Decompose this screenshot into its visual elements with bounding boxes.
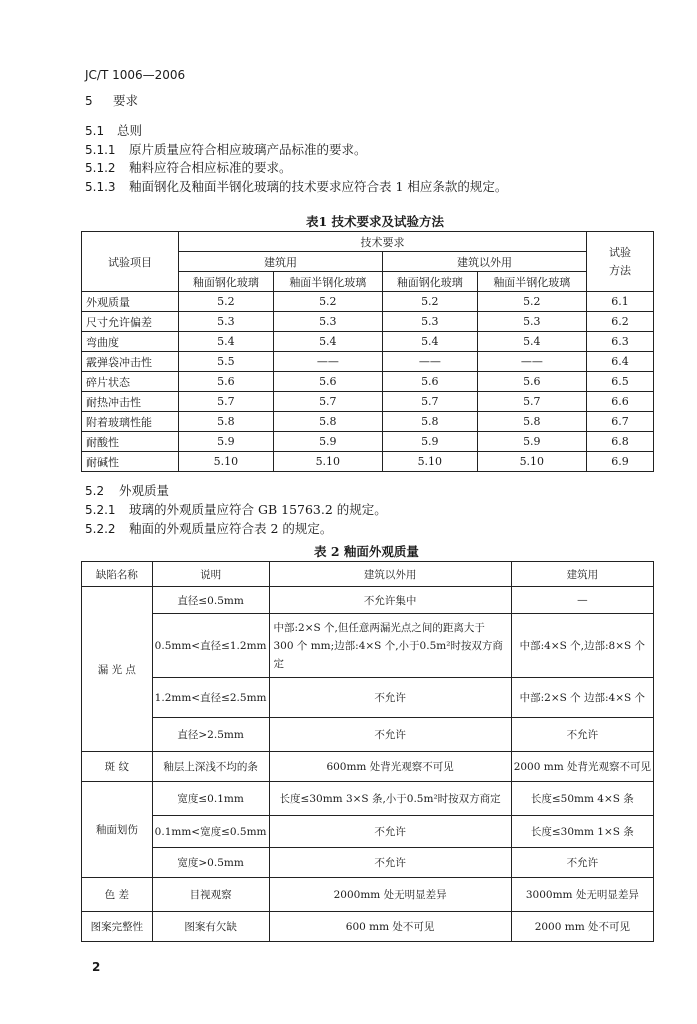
leak-non-building: 不允许 <box>269 718 511 752</box>
header-technical-requirements: 技术要求 <box>179 232 587 252</box>
clause-number: 5.1.3 <box>85 180 116 194</box>
leak-desc: 0.5mm<直径≤1.2mm <box>152 614 269 678</box>
clause-text: 原片质量应符合相应玻璃产品标准的要求。 <box>129 142 367 157</box>
section-title: 外观质量 <box>119 483 170 498</box>
test-method-cell: 6.7 <box>587 412 654 432</box>
scratch-desc: 宽度≤0.1mm <box>152 782 269 816</box>
clause-ref-cell: 5.5 <box>179 352 274 372</box>
table-row <box>82 412 654 432</box>
leak-non-building: 不允许 <box>269 678 511 718</box>
color-desc: 目视观察 <box>152 878 269 912</box>
clause-ref-cell: —— <box>477 352 586 372</box>
defect-streak: 斑 纹 <box>82 752 153 782</box>
clause-ref-cell: 5.3 <box>179 312 274 332</box>
leak-non-building: 不允许集中 <box>269 587 511 614</box>
page-number: 2 <box>92 960 101 974</box>
test-method-cell: 6.1 <box>587 292 654 312</box>
section-number: 5.2 <box>85 484 105 498</box>
clause-ref-cell: 5.9 <box>477 432 586 452</box>
scratch-building: 长度≤50mm 4×S 条 <box>511 782 653 816</box>
test-method-cell: 6.2 <box>587 312 654 332</box>
section-title: 总则 <box>117 123 143 138</box>
clause-5-1-1 <box>85 140 367 158</box>
section-5 <box>85 91 138 109</box>
clause-ref-cell: 5.2 <box>179 292 274 312</box>
clause-ref-cell: 5.2 <box>477 292 586 312</box>
clause-5-2-1 <box>85 500 387 518</box>
streak-non-building: 600mm 处背光观察不可见 <box>269 752 511 782</box>
streak-building: 2000 mm 处背光观察不可见 <box>511 752 653 782</box>
clause-ref-cell: 5.9 <box>382 432 477 452</box>
table-row <box>82 332 654 352</box>
scratch-non-building: 不允许 <box>269 816 511 848</box>
test-method-cell: 6.9 <box>587 452 654 472</box>
clause-ref-cell: 5.7 <box>273 392 382 412</box>
clause-ref-cell: 5.8 <box>477 412 586 432</box>
test-item-cell: 附着玻璃性能 <box>82 412 179 432</box>
clause-ref-cell: 5.6 <box>477 372 586 392</box>
clause-ref-cell: 5.2 <box>382 292 477 312</box>
test-method-cell: 6.3 <box>587 332 654 352</box>
clause-ref-cell: 5.9 <box>179 432 274 452</box>
clause-ref-cell: 5.7 <box>477 392 586 412</box>
clause-ref-cell: 5.3 <box>477 312 586 332</box>
test-item-cell: 碎片状态 <box>82 372 179 392</box>
defect-glaze-scratch: 釉面划伤 <box>82 782 153 878</box>
leak-building: 中部:4×S 个,边部:8×S 个 <box>511 614 653 678</box>
header-non-building-use: 建筑以外用 <box>382 252 586 272</box>
test-item-cell: 外观质量 <box>82 292 179 312</box>
table-row <box>82 432 654 452</box>
table2-caption: 表 2 釉面外观质量 <box>314 544 419 559</box>
leak-desc: 直径>2.5mm <box>152 718 269 752</box>
test-item-cell: 弯曲度 <box>82 332 179 352</box>
header-glazed-heat-strengthened: 釉面半钢化玻璃 <box>477 272 586 292</box>
header-test-item: 试验项目 <box>82 232 179 292</box>
leak-non-building: 中部:2×S 个,但任意两漏光点之间的距离大于 300 个 mm;边部:4×S 个,小于0.5m²时按双方商定 <box>269 614 511 678</box>
table-row <box>82 392 654 412</box>
clause-ref-cell: —— <box>382 352 477 372</box>
clause-text: 釉面钢化及釉面半钢化玻璃的技术要求应符合表 1 相应条款的规定。 <box>129 179 508 194</box>
clause-ref-cell: 5.10 <box>273 452 382 472</box>
scratch-desc: 宽度>0.5mm <box>152 848 269 878</box>
defect-light-leak: 漏 光 点 <box>82 587 153 752</box>
test-item-cell: 耐热冲击性 <box>82 392 179 412</box>
pattern-desc: 图案有欠缺 <box>152 912 269 942</box>
clause-number: 5.2.1 <box>85 503 116 517</box>
scratch-building: 长度≤30mm 1×S 条 <box>511 816 653 848</box>
test-method-cell: 6.8 <box>587 432 654 452</box>
test-item-cell: 尺寸允许偏差 <box>82 312 179 332</box>
table-row <box>82 292 654 312</box>
clause-5-1-2 <box>85 158 292 176</box>
clause-ref-cell: 5.3 <box>273 312 382 332</box>
leak-desc: 1.2mm<直径≤2.5mm <box>152 678 269 718</box>
table1-caption: 表1 技术要求及试验方法 <box>306 214 445 229</box>
test-method-cell: 6.6 <box>587 392 654 412</box>
clause-text: 釉料应符合相应标准的要求。 <box>129 160 292 175</box>
clause-ref-cell: 5.2 <box>273 292 382 312</box>
clause-ref-cell: 5.6 <box>179 372 274 392</box>
clause-ref-cell: 5.8 <box>179 412 274 432</box>
defect-color-difference: 色 差 <box>82 878 153 912</box>
technical-requirements-table <box>81 231 654 472</box>
section-5-2 <box>85 481 169 499</box>
clause-ref-cell: 5.4 <box>382 332 477 352</box>
table1-body <box>82 292 654 472</box>
section-number: 5.1 <box>85 124 105 138</box>
clause-ref-cell: 5.10 <box>477 452 586 472</box>
test-item-cell: 霰弹袋冲击性 <box>82 352 179 372</box>
section-title: 要求 <box>113 93 139 108</box>
header-test-method: 试验方法 <box>587 232 654 292</box>
clause-ref-cell: 5.6 <box>382 372 477 392</box>
clause-ref-cell: 5.9 <box>273 432 382 452</box>
clause-ref-cell: 5.3 <box>382 312 477 332</box>
clause-ref-cell: 5.8 <box>382 412 477 432</box>
header-building-use: 建筑用 <box>511 562 653 587</box>
clause-ref-cell: 5.10 <box>382 452 477 472</box>
pattern-building: 2000 mm 处不可见 <box>511 912 653 942</box>
clause-ref-cell: 5.10 <box>179 452 274 472</box>
table-row <box>82 452 654 472</box>
leak-building: — <box>511 587 653 614</box>
clause-text: 釉面的外观质量应符合表 2 的规定。 <box>129 521 333 536</box>
section-5-1 <box>85 121 142 139</box>
leak-building: 不允许 <box>511 718 653 752</box>
color-non-building: 2000mm 处无明显差异 <box>269 878 511 912</box>
header-building-use: 建筑用 <box>179 252 383 272</box>
leak-building: 中部:2×S 个 边部:4×S 个 <box>511 678 653 718</box>
test-item-cell: 耐碱性 <box>82 452 179 472</box>
clause-ref-cell: 5.8 <box>273 412 382 432</box>
leak-desc: 直径≤0.5mm <box>152 587 269 614</box>
color-building: 3000mm 处无明显差异 <box>511 878 653 912</box>
clause-ref-cell: —— <box>273 352 382 372</box>
section-number: 5 <box>85 94 93 108</box>
test-method-cell: 6.4 <box>587 352 654 372</box>
header-glazed-tempered: 釉面钢化玻璃 <box>382 272 477 292</box>
clause-5-1-3 <box>85 177 507 195</box>
clause-5-2-2 <box>85 519 332 537</box>
test-method-cell: 6.5 <box>587 372 654 392</box>
header-non-building-use: 建筑以外用 <box>269 562 511 587</box>
clause-number: 5.2.2 <box>85 522 116 536</box>
clause-ref-cell: 5.7 <box>179 392 274 412</box>
test-item-cell: 耐酸性 <box>82 432 179 452</box>
header-glazed-tempered: 釉面钢化玻璃 <box>179 272 274 292</box>
scratch-non-building: 长度≤30mm 3×S 条,小于0.5m²时按双方商定 <box>269 782 511 816</box>
clause-ref-cell: 5.6 <box>273 372 382 392</box>
standard-code: JC/T 1006—2006 <box>85 68 186 82</box>
clause-number: 5.1.2 <box>85 161 116 175</box>
clause-ref-cell: 5.4 <box>273 332 382 352</box>
header-glazed-heat-strengthened: 釉面半钢化玻璃 <box>273 272 382 292</box>
clause-text: 玻璃的外观质量应符合 GB 15763.2 的规定。 <box>129 502 387 517</box>
table-row <box>82 312 654 332</box>
clause-number: 5.1.1 <box>85 143 116 157</box>
glaze-appearance-quality-table <box>81 561 654 942</box>
clause-ref-cell: 5.4 <box>179 332 274 352</box>
defect-pattern-integrity: 图案完整性 <box>82 912 153 942</box>
header-description: 说明 <box>152 562 269 587</box>
pattern-non-building: 600 mm 处不可见 <box>269 912 511 942</box>
scratch-non-building: 不允许 <box>269 848 511 878</box>
table-row <box>82 352 654 372</box>
clause-ref-cell: 5.7 <box>382 392 477 412</box>
header-defect-name: 缺陷名称 <box>82 562 153 587</box>
table-row <box>82 372 654 392</box>
clause-ref-cell: 5.4 <box>477 332 586 352</box>
streak-desc: 釉层上深浅不均的条 <box>152 752 269 782</box>
scratch-building: 不允许 <box>511 848 653 878</box>
scratch-desc: 0.1mm<宽度≤0.5mm <box>152 816 269 848</box>
